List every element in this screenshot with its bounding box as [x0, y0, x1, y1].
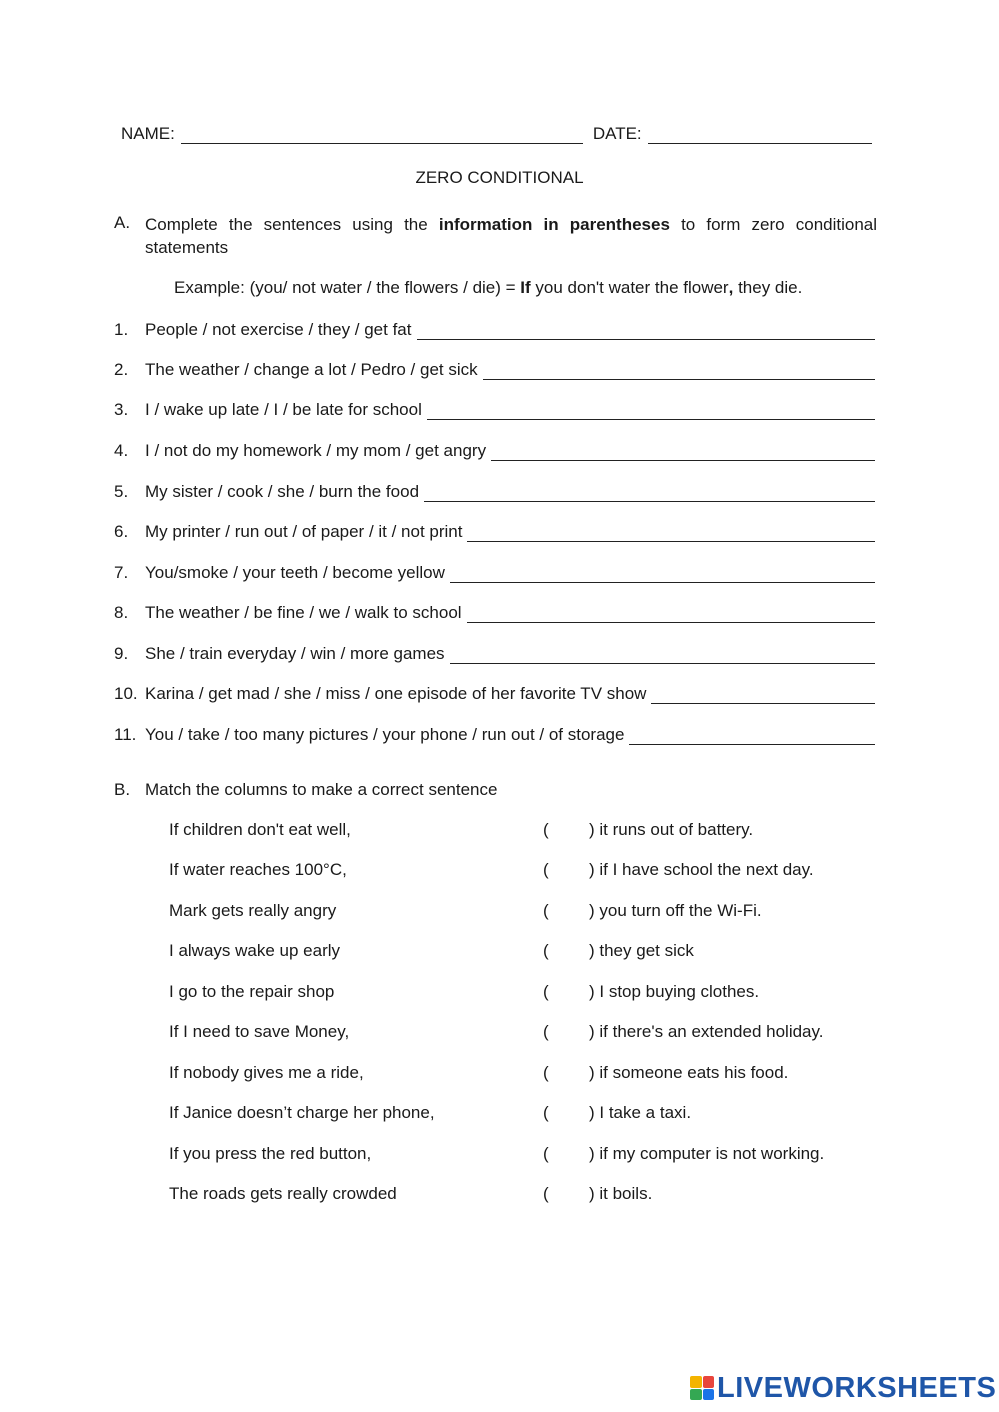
- question-text: I / wake up late / I / be late for school: [145, 400, 422, 419]
- answer-blank[interactable]: [651, 687, 875, 704]
- question-text: The weather / be fine / we / walk to school: [145, 603, 462, 622]
- answer-blank[interactable]: [427, 403, 875, 420]
- match-row: [0, 1063, 999, 1085]
- question-number: 3.: [114, 400, 129, 419]
- question-row: [114, 520, 877, 542]
- match-left-text: If water reaches 100°C,: [169, 860, 347, 879]
- match-answer-slot[interactable]: (: [543, 982, 549, 1001]
- question-text: She / train everyday / win / more games: [145, 644, 445, 663]
- question-text: My sister / cook / she / burn the food: [145, 482, 420, 501]
- logo-square: [690, 1389, 702, 1401]
- match-answer-slot[interactable]: (: [543, 1103, 549, 1122]
- question-number: 1.: [114, 320, 129, 339]
- question-number: 5.: [114, 482, 129, 501]
- question-number: 2.: [114, 360, 129, 379]
- match-right-text: ) you turn off the Wi-Fi.: [589, 901, 762, 920]
- answer-blank[interactable]: [450, 647, 875, 664]
- match-row: [0, 1022, 999, 1044]
- logo-square: [703, 1389, 715, 1401]
- match-left-text: If you press the red button,: [169, 1144, 372, 1163]
- logo-square: [703, 1376, 715, 1388]
- match-row: [0, 941, 999, 963]
- answer-blank[interactable]: [483, 363, 875, 380]
- match-left-text: The roads gets really crowded: [169, 1184, 397, 1203]
- question-row: [114, 439, 877, 461]
- question-text: You/smoke / your teeth / become yellow: [145, 563, 445, 582]
- answer-blank[interactable]: [629, 728, 875, 745]
- match-left-text: If I need to save Money,: [169, 1022, 350, 1041]
- question-number: 7.: [114, 563, 129, 582]
- match-row: [0, 982, 999, 1004]
- answer-blank[interactable]: [467, 525, 875, 542]
- logo-square: [690, 1376, 702, 1388]
- question-number: 8.: [114, 603, 129, 622]
- match-right-text: ) if I have school the next day.: [589, 860, 814, 879]
- match-right-text: ) I take a taxi.: [589, 1103, 692, 1122]
- match-answer-slot[interactable]: (: [543, 1144, 549, 1163]
- question-text: I / not do my homework / my mom / get angry: [145, 441, 487, 460]
- question-row: [114, 358, 877, 380]
- header-fields: [121, 120, 876, 144]
- question-number: 4.: [114, 441, 129, 460]
- match-row: [0, 820, 999, 842]
- page-title: ZERO CONDITIONAL: [415, 168, 584, 187]
- match-left-text: Mark gets really angry: [169, 901, 337, 920]
- answer-blank[interactable]: [417, 323, 876, 340]
- match-row: [0, 860, 999, 882]
- match-left-text: I go to the repair shop: [169, 982, 335, 1001]
- name-field[interactable]: [181, 126, 583, 144]
- match-row: [0, 1144, 999, 1166]
- match-right-text: ) I stop buying clothes.: [589, 982, 760, 1001]
- question-text: The weather / change a lot / Pedro / get sick: [145, 360, 478, 379]
- match-answer-slot[interactable]: (: [543, 860, 549, 879]
- question-row: [114, 561, 877, 583]
- match-answer-slot[interactable]: (: [543, 1184, 549, 1203]
- match-right-text: ) if someone eats his food.: [589, 1063, 789, 1082]
- section-a-letter: A.: [114, 213, 131, 232]
- answer-blank[interactable]: [467, 606, 875, 623]
- match-right-text: ) it runs out of battery.: [589, 820, 754, 839]
- match-left-text: I always wake up early: [169, 941, 341, 960]
- liveworksheets-logo-icon: [690, 1376, 714, 1400]
- question-row: [114, 723, 877, 745]
- answer-blank[interactable]: [450, 566, 875, 583]
- question-number: 11.: [114, 725, 137, 744]
- question-text: My printer / run out / of paper / it / not print: [145, 522, 463, 541]
- question-number: 6.: [114, 522, 129, 541]
- section-b-instructions: [114, 780, 497, 800]
- match-answer-slot[interactable]: (: [543, 901, 549, 920]
- question-number: 10.: [114, 684, 138, 703]
- question-row: [114, 642, 877, 664]
- match-answer-slot[interactable]: (: [543, 820, 549, 839]
- answer-blank[interactable]: [491, 444, 875, 461]
- match-left-text: If children don't eat well,: [169, 820, 351, 839]
- date-label: DATE:: [592, 124, 642, 143]
- match-right-text: ) if my computer is not working.: [589, 1144, 825, 1163]
- question-row: [114, 318, 877, 340]
- section-b-letter: B.: [114, 780, 131, 799]
- match-answer-slot[interactable]: (: [543, 941, 549, 960]
- question-text: You / take / too many pictures / your phone / run out / of storage: [145, 725, 625, 744]
- question-row: [114, 682, 877, 704]
- match-answer-slot[interactable]: (: [543, 1022, 549, 1041]
- match-answer-slot[interactable]: (: [543, 1063, 549, 1082]
- question-row: [114, 398, 877, 420]
- match-row: [0, 901, 999, 923]
- match-left-text: If Janice doesn’t charge her phone,: [169, 1103, 435, 1122]
- liveworksheets-logo[interactable]: [690, 1374, 996, 1402]
- match-right-text: ) they get sick: [589, 941, 694, 960]
- question-text: Karina / get mad / she / miss / one episode of her favorite TV show: [145, 684, 647, 703]
- question-number: 9.: [114, 644, 129, 663]
- match-row: [0, 1184, 999, 1206]
- section-b-instruction-text: Match the columns to make a correct sentence: [145, 780, 498, 799]
- match-left-text: If nobody gives me a ride,: [169, 1063, 364, 1082]
- match-right-text: ) if there's an extended holiday.: [589, 1022, 824, 1041]
- name-label: NAME:: [121, 124, 175, 143]
- question-text: People / not exercise / they / get fat: [145, 320, 412, 339]
- liveworksheets-logo-text: LIVEWORKSHEETS: [717, 1372, 997, 1404]
- section-a-instruction-text: Complete the sentences using the information in parentheses to form zero conditional statements: [145, 215, 878, 257]
- answer-blank[interactable]: [424, 485, 875, 502]
- match-row: [0, 1103, 999, 1125]
- question-row: [114, 601, 877, 623]
- section-a-instructions: [114, 213, 877, 259]
- example-sentence: Example: (you/ not water / the flowers / die) = If you don't water the flower, they die.: [174, 278, 803, 297]
- question-row: [114, 480, 877, 502]
- date-field[interactable]: [648, 126, 872, 144]
- match-right-text: ) it boils.: [589, 1184, 653, 1203]
